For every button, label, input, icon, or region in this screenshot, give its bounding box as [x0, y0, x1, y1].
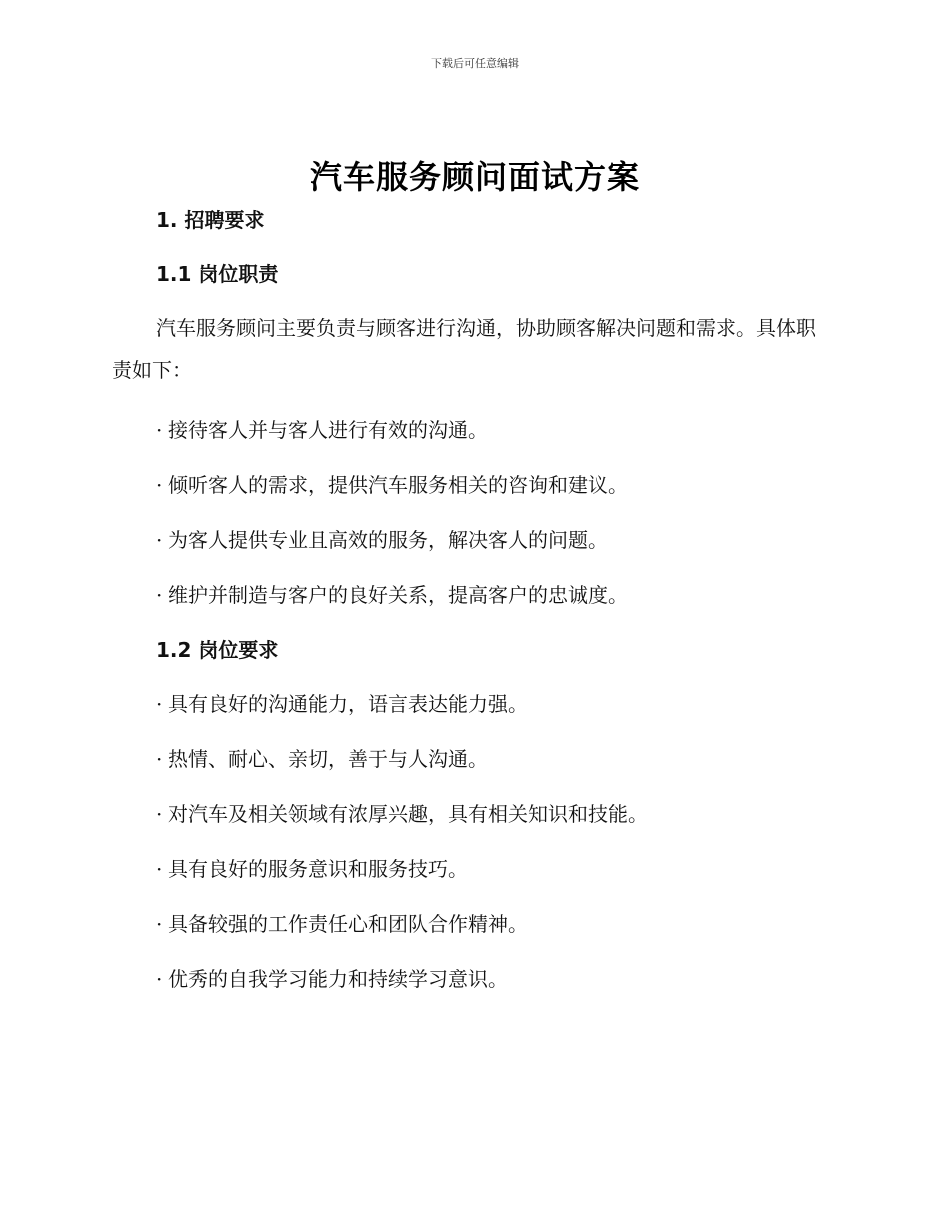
bullet-icon: ·	[156, 912, 163, 936]
list-item: · 优秀的自我学习能力和持续学习意识。	[112, 964, 832, 994]
subsection-heading-duties: 1.1 岗位职责	[156, 262, 279, 286]
bullet-icon: ·	[156, 528, 163, 552]
header-note: 下载后可任意编辑	[431, 57, 519, 70]
document-body	[112, 205, 832, 1019]
bullet-icon: ·	[156, 473, 163, 497]
document-title: 汽车服务顾问面试方案	[309, 158, 640, 196]
bullet-icon: ·	[156, 802, 163, 826]
list-item: · 倾听客人的需求，提供汽车服务相关的咨询和建议。	[112, 470, 832, 500]
list-item: · 为客人提供专业且高效的服务，解决客人的问题。	[112, 525, 832, 555]
bullet-icon: ·	[156, 583, 163, 607]
list-item: · 对汽车及相关领域有浓厚兴趣，具有相关知识和技能。	[112, 799, 832, 829]
bullet-icon: ·	[156, 692, 163, 716]
list-item: · 具有良好的沟通能力，语言表达能力强。	[112, 689, 832, 719]
bullet-icon: ·	[156, 857, 163, 881]
duties-list	[112, 415, 832, 610]
bullet-icon: ·	[156, 967, 163, 991]
list-item: · 具有良好的服务意识和服务技巧。	[112, 854, 832, 884]
list-item: · 维护并制造与客户的良好关系，提高客户的忠诚度。	[112, 580, 832, 610]
subsection-heading-requirements: 1.2 岗位要求	[156, 638, 279, 662]
list-item: · 接待客人并与客人进行有效的沟通。	[112, 415, 832, 445]
bullet-icon: ·	[156, 418, 163, 442]
bullet-icon: ·	[156, 747, 163, 771]
list-item: · 热情、耐心、亲切，善于与人沟通。	[112, 744, 832, 774]
duties-intro-paragraph: 汽车服务顾问主要负责与顾客进行沟通，协助顾客解决问题和需求。具体职责如下：	[112, 316, 816, 382]
list-item: · 具备较强的工作责任心和团队合作精神。	[112, 909, 832, 939]
section-heading-recruitment: 1. 招聘要求	[156, 208, 265, 232]
requirements-list	[112, 689, 832, 994]
